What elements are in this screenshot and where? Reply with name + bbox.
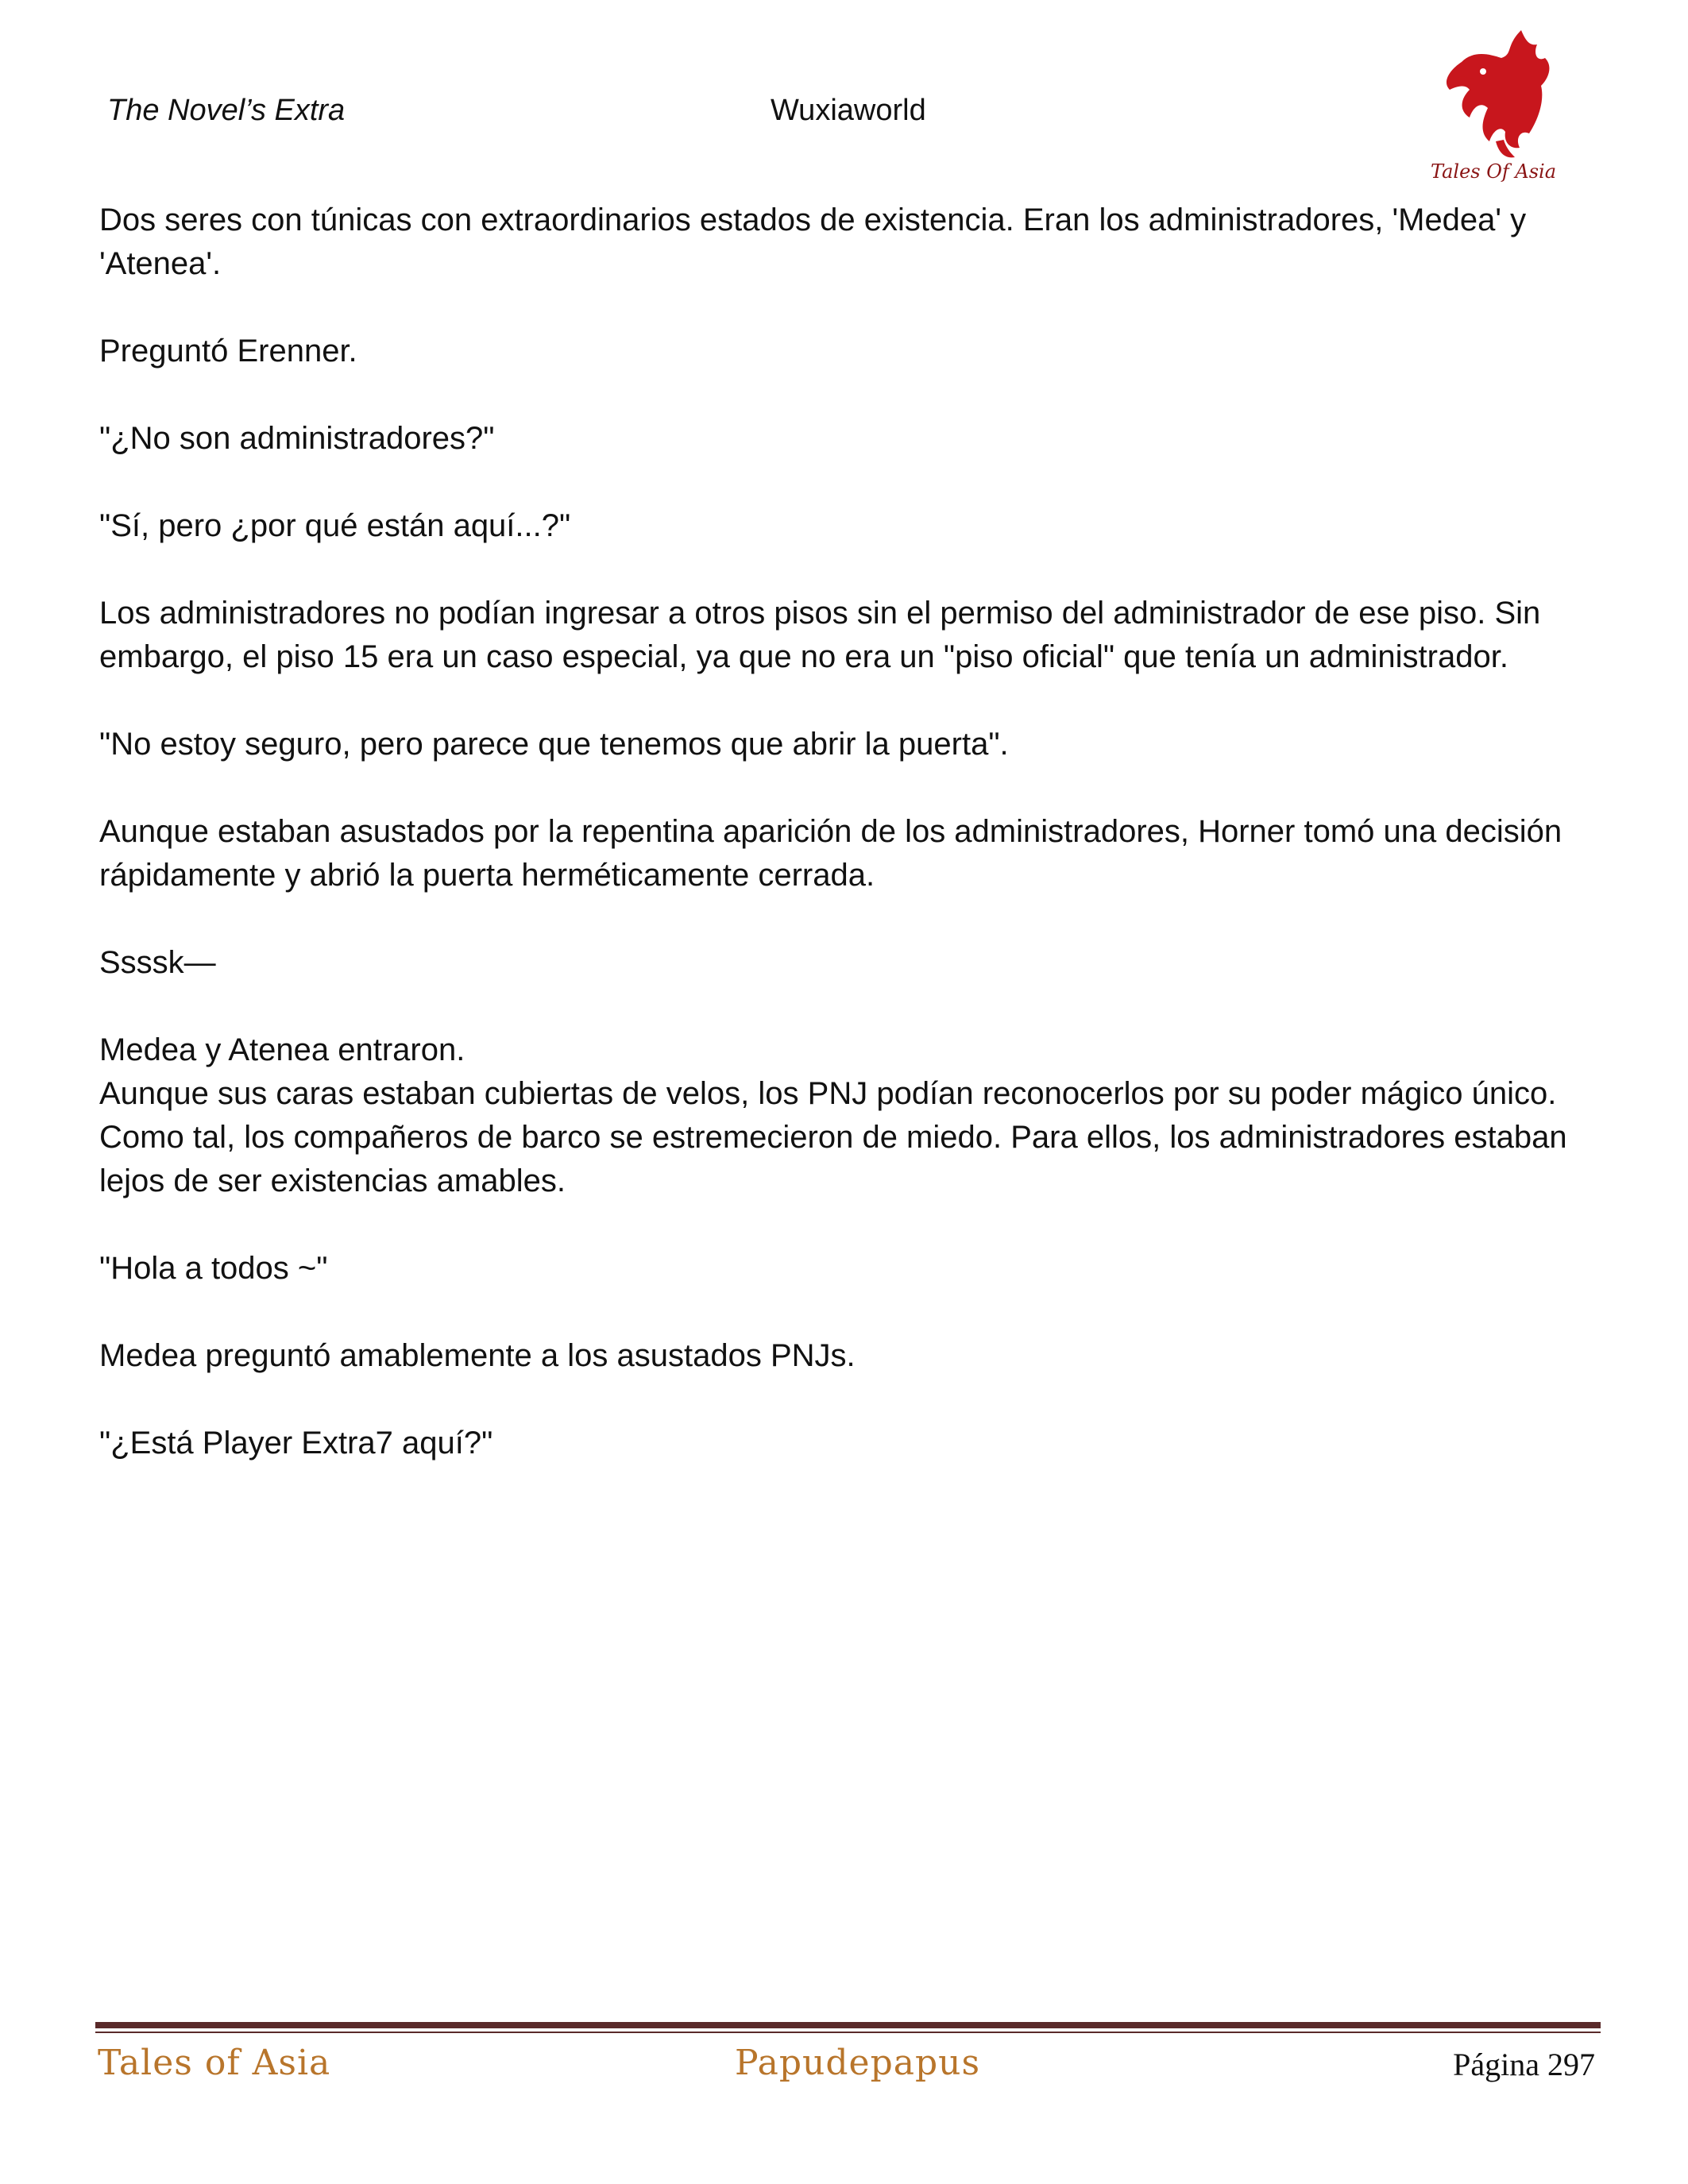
paragraph: "No estoy seguro, pero parece que tenemos que abrir la puerta". xyxy=(99,727,1009,762)
footer-divider xyxy=(95,2022,1601,2028)
footer-divider-thin xyxy=(95,2032,1601,2033)
logo-text: Tales Of Asia xyxy=(1430,160,1557,183)
red-dragon-logo-icon xyxy=(1426,22,1561,189)
paragraph: Dos seres con túnicas con extraordinarios estados de existencia. Eran los administradores, 'Medea' y 'Atenea'. xyxy=(99,203,1527,281)
paragraph: "¿Está Player Extra7 aquí?" xyxy=(99,1426,493,1461)
paragraph: Medea preguntó amablemente a los asustados PNJs. xyxy=(99,1338,856,1373)
paragraph: Preguntó Erenner. xyxy=(99,334,357,369)
paragraph: Aunque estaban asustados por la repentina aparición de los administradores, Horner tomó una decisión rápidamente y abrió la puerta herméticamente cerrada. xyxy=(99,814,1562,893)
body-text xyxy=(99,199,1593,1509)
paragraph: Ssssk— xyxy=(99,945,216,980)
footer-left-text: Tales of Asia xyxy=(98,2043,331,2083)
paragraph: Los administradores no podían ingresar a otros pisos sin el permiso del administrador de ese piso. Sin embargo, el piso 15 era un caso especial, ya que no era un "piso oficial" que tenía un administrador. xyxy=(99,596,1541,674)
paragraph: Medea y Atenea entraron. xyxy=(99,1032,465,1067)
paragraph: "Hola a todos ~" xyxy=(99,1251,328,1286)
header-left-title: The Novel’s Extra xyxy=(107,94,346,127)
header-center-title: Wuxiaworld xyxy=(771,94,926,127)
footer-center-text: Papudepapus xyxy=(735,2043,981,2083)
paragraph: Aunque sus caras estaban cubiertas de velos, los PNJ podían reconocerlos por su poder mágico único. Como tal, los compañeros de barco se estremecieron de miedo. Para ellos, los administradores estaban lejos de ser existencias amables. xyxy=(99,1076,1567,1198)
paragraph: "¿No son administradores?" xyxy=(99,421,495,456)
page-number: Página 297 xyxy=(1453,2047,1595,2082)
paragraph: "Sí, pero ¿por qué están aquí...?" xyxy=(99,508,571,543)
